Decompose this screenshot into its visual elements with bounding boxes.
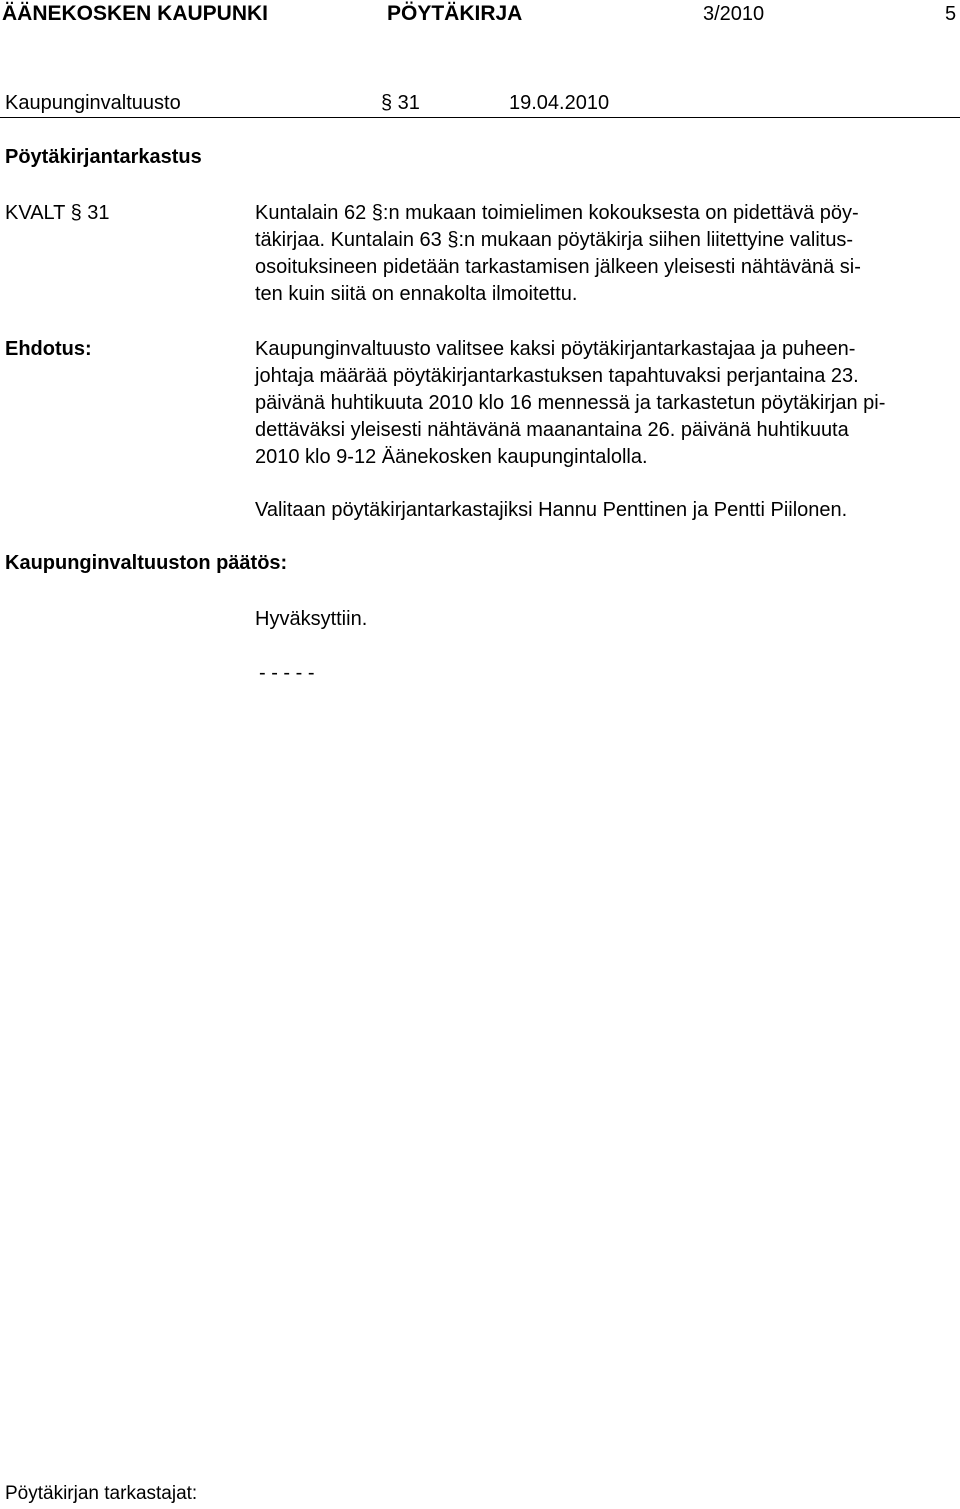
proposal-paragraph [255,336,885,471]
paragraph-line: 2010 klo 9-12 Äänekosken kaupungintalolla. [255,446,648,468]
section-code: KVALT § 31 [5,202,110,224]
paragraph-line: Kuntalain 62 §:n mukaan toimielimen kokouksesta on pidettävä pöy- [255,202,859,224]
footer-signature-label: Pöytäkirjan tarkastajat: [5,1483,198,1504]
section-separator: - - - - - [259,662,315,684]
paragraph-line: osoituksineen pidetään tarkastamisen jälkeen yleisesti nähtävänä si- [255,256,861,278]
decision-text: Hyväksyttiin. [255,608,368,630]
proposal-label: Ehdotus: [5,338,92,360]
paragraph-line: dettäväksi yleisesti nähtävänä maanantaina 26. päivänä huhtikuuta [255,419,849,441]
intro-paragraph [255,200,861,308]
selection-text: Valitaan pöytäkirjantarkastajiksi Hannu Penttinen ja Pentti Piilonen. [255,499,848,521]
paragraph-line: Kaupunginvaltuusto valitsee kaksi pöytäkirjantarkastajaa ja puheen- [255,338,856,360]
decision-label: Kaupunginvaltuuston päätös: [5,552,288,574]
paragraph-line: päivänä huhtikuuta 2010 klo 16 mennessä ja tarkastetun pöytäkirjan pi- [255,392,886,414]
meeting-date: 19.04.2010 [509,92,610,114]
paragraph-line: täkirjaa. Kuntalain 63 §:n mukaan pöytäkirja siihen liitettyine valitus- [255,229,854,251]
document-number: 3/2010 [703,3,765,25]
paragraph-line: ten kuin siitä on ennakolta ilmoitettu. [255,283,578,305]
page-number: 5 [945,3,957,25]
paragraph-line: johtaja määrää pöytäkirjantarkastuksen tapahtuvaksi perjantaina 23. [255,365,859,387]
meeting-section: § 31 [381,92,420,114]
header-rule [0,117,960,118]
section-title: Pöytäkirjantarkastus [5,146,202,168]
meeting-body: Kaupunginvaltuusto [5,92,181,114]
document-type: PÖYTÄKIRJA [387,2,523,25]
organization-name: ÄÄNEKOSKEN KAUPUNKI [2,2,269,25]
